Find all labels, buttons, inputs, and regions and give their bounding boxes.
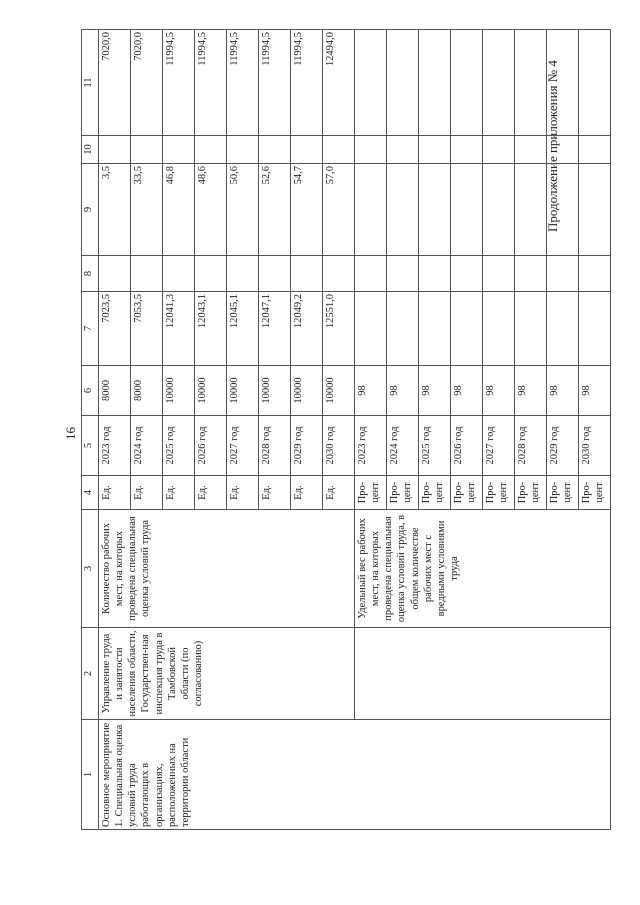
header-col-7: 7 [82, 292, 99, 366]
value-col8 [291, 256, 323, 292]
value-col9 [451, 164, 483, 256]
executor-cell: Управление труда и занятости населения области, Государствен-ная инспекция труда в Тамбовской области (по согласованию) [99, 628, 355, 720]
target-cell: 98 [419, 366, 451, 416]
value-col9: 46,8 [163, 164, 195, 256]
value-col10 [451, 136, 483, 164]
value-col8 [195, 256, 227, 292]
value-col11: 11994,5 [259, 30, 291, 136]
header-col-10: 10 [82, 136, 99, 164]
value-col10 [195, 136, 227, 164]
value-col11 [419, 30, 451, 136]
value-col11 [483, 30, 515, 136]
value-col7 [579, 292, 611, 366]
unit-cell: Про-цент [387, 476, 419, 510]
value-col11 [355, 30, 387, 136]
target-cell: 8000 [131, 366, 163, 416]
unit-cell: Про-цент [547, 476, 579, 510]
value-col11 [547, 30, 579, 136]
value-col10 [579, 136, 611, 164]
year-cell: 2026 год [451, 416, 483, 476]
value-col9 [419, 164, 451, 256]
value-col8 [419, 256, 451, 292]
header-col-4: 4 [82, 476, 99, 510]
indicator-count-cell: Количество рабочих мест, на которых проведена специальная оценка условий труда [99, 510, 355, 628]
value-col11: 7020,0 [131, 30, 163, 136]
header-col-8: 8 [82, 256, 99, 292]
annex-continuation-label: Продолжение приложения № 4 [545, 60, 560, 232]
target-cell: 98 [579, 366, 611, 416]
value-col10 [227, 136, 259, 164]
target-cell: 98 [451, 366, 483, 416]
value-col11 [579, 30, 611, 136]
value-col8 [355, 256, 387, 292]
value-col7: 12049,2 [291, 292, 323, 366]
table-row [99, 30, 131, 830]
value-col8 [99, 256, 131, 292]
value-col9 [579, 164, 611, 256]
value-col10 [131, 136, 163, 164]
header-col-9: 9 [82, 164, 99, 256]
year-cell: 2029 год [547, 416, 579, 476]
value-col11: 11994,5 [195, 30, 227, 136]
value-col9: 57,0 [323, 164, 355, 256]
year-cell: 2029 год [291, 416, 323, 476]
value-col7 [387, 292, 419, 366]
value-col8 [387, 256, 419, 292]
year-cell: 2025 год [419, 416, 451, 476]
value-col11 [515, 30, 547, 136]
value-col11 [387, 30, 419, 136]
value-col9 [355, 164, 387, 256]
value-col11 [451, 30, 483, 136]
executor-empty-cell [355, 628, 611, 720]
program-measures-table [81, 29, 611, 830]
value-col10 [547, 136, 579, 164]
value-col7 [419, 292, 451, 366]
unit-cell: Ед. [163, 476, 195, 510]
year-cell: 2027 год [227, 416, 259, 476]
value-col8 [579, 256, 611, 292]
value-col10 [259, 136, 291, 164]
value-col7: 7023,5 [99, 292, 131, 366]
year-cell: 2024 год [131, 416, 163, 476]
value-col9: 3,5 [99, 164, 131, 256]
value-col11: 11994,5 [163, 30, 195, 136]
target-cell: 10000 [163, 366, 195, 416]
value-col7: 7053,5 [131, 292, 163, 366]
target-cell: 10000 [323, 366, 355, 416]
value-col7 [515, 292, 547, 366]
unit-cell: Про-цент [451, 476, 483, 510]
unit-cell: Про-цент [355, 476, 387, 510]
value-col7 [547, 292, 579, 366]
header-col-5: 5 [82, 416, 99, 476]
unit-cell: Ед. [195, 476, 227, 510]
target-cell: 10000 [291, 366, 323, 416]
value-col10 [323, 136, 355, 164]
header-col-11: 11 [82, 30, 99, 136]
target-cell: 98 [547, 366, 579, 416]
unit-cell: Ед. [99, 476, 131, 510]
target-cell: 8000 [99, 366, 131, 416]
value-col8 [515, 256, 547, 292]
unit-cell: Ед. [131, 476, 163, 510]
unit-cell: Про-цент [419, 476, 451, 510]
unit-cell: Про-цент [515, 476, 547, 510]
header-col-2: 2 [82, 628, 99, 720]
year-cell: 2023 год [99, 416, 131, 476]
value-col10 [483, 136, 515, 164]
value-col9: 54,7 [291, 164, 323, 256]
rotated-table-wrapper [81, 30, 609, 830]
value-col9: 33,5 [131, 164, 163, 256]
value-col11: 11994,5 [227, 30, 259, 136]
value-col8 [323, 256, 355, 292]
year-cell: 2030 год [323, 416, 355, 476]
target-cell: 10000 [195, 366, 227, 416]
unit-cell: Ед. [259, 476, 291, 510]
value-col11: 11994,5 [291, 30, 323, 136]
unit-cell: Ед. [227, 476, 259, 510]
table-row [355, 30, 387, 830]
value-col9 [515, 164, 547, 256]
value-col8 [451, 256, 483, 292]
target-cell: 98 [483, 366, 515, 416]
value-col9: 48,6 [195, 164, 227, 256]
measure-cell: Основное мероприятие 1. Специальная оценка условий труда работающих в организациях, расположенных на территории области [99, 720, 611, 830]
header-col-1: 1 [82, 720, 99, 830]
indicator-share-cell: Удельный вес рабочих мест, на которых проведена специальная оценка условий труда, в общем количестве рабочих мест с вредными условиями труда [355, 510, 611, 628]
year-cell: 2028 год [259, 416, 291, 476]
value-col7 [483, 292, 515, 366]
value-col9 [483, 164, 515, 256]
value-col10 [515, 136, 547, 164]
value-col11: 7020,0 [99, 30, 131, 136]
value-col10 [387, 136, 419, 164]
target-cell: 10000 [227, 366, 259, 416]
value-col9 [387, 164, 419, 256]
value-col9: 50,6 [227, 164, 259, 256]
unit-cell: Ед. [323, 476, 355, 510]
year-cell: 2023 год [355, 416, 387, 476]
header-col-6: 6 [82, 366, 99, 416]
page-number: 16 [63, 427, 78, 440]
target-cell: 10000 [259, 366, 291, 416]
value-col7: 12047,1 [259, 292, 291, 366]
header-col-3: 3 [82, 510, 99, 628]
year-cell: 2030 год [579, 416, 611, 476]
year-cell: 2025 год [163, 416, 195, 476]
value-col10 [291, 136, 323, 164]
value-col7: 12043,1 [195, 292, 227, 366]
year-cell: 2027 год [483, 416, 515, 476]
year-cell: 2028 год [515, 416, 547, 476]
value-col7 [451, 292, 483, 366]
target-cell: 98 [387, 366, 419, 416]
value-col8 [163, 256, 195, 292]
value-col10 [99, 136, 131, 164]
value-col8 [131, 256, 163, 292]
value-col7: 12041,3 [163, 292, 195, 366]
year-cell: 2026 год [195, 416, 227, 476]
value-col7: 12045,1 [227, 292, 259, 366]
value-col8 [227, 256, 259, 292]
value-col8 [259, 256, 291, 292]
value-col9 [547, 164, 579, 256]
value-col8 [547, 256, 579, 292]
value-col10 [419, 136, 451, 164]
header-row [82, 30, 99, 830]
unit-cell: Про-цент [579, 476, 611, 510]
unit-cell: Про-цент [483, 476, 515, 510]
value-col10 [163, 136, 195, 164]
value-col7 [355, 292, 387, 366]
year-cell: 2024 год [387, 416, 419, 476]
value-col10 [355, 136, 387, 164]
value-col9: 52,6 [259, 164, 291, 256]
value-col7: 12551,0 [323, 292, 355, 366]
target-cell: 98 [515, 366, 547, 416]
value-col8 [483, 256, 515, 292]
unit-cell: Ед. [291, 476, 323, 510]
value-col11: 12494,0 [323, 30, 355, 136]
target-cell: 98 [355, 366, 387, 416]
